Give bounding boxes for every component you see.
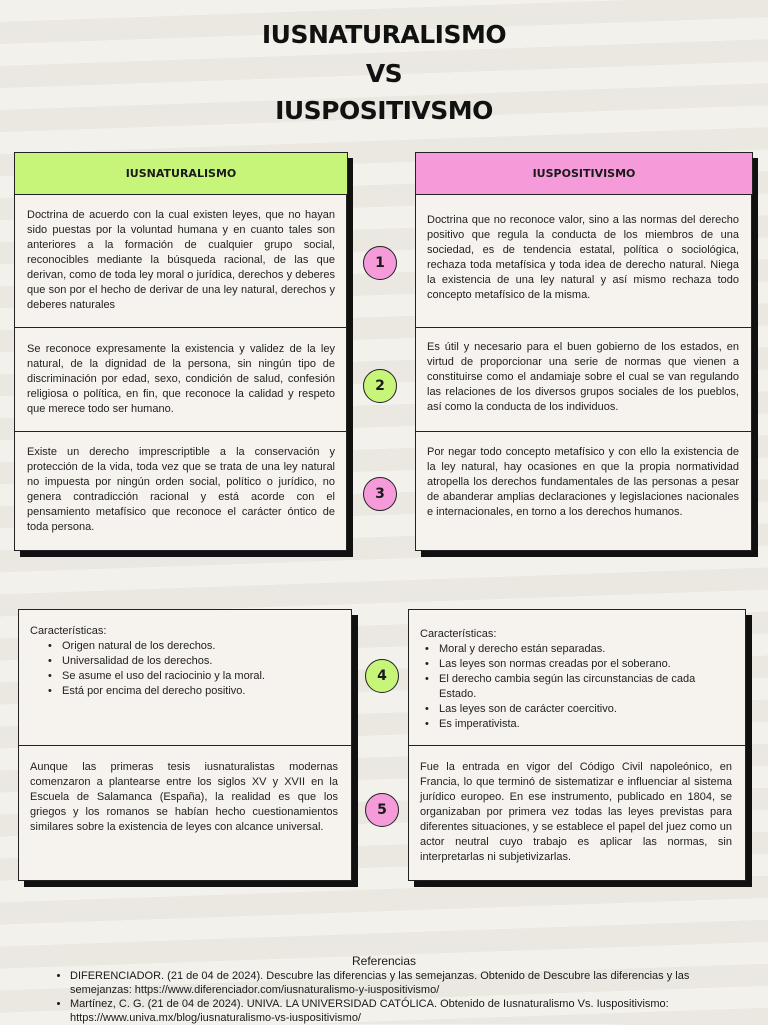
list-item: • Es imperativista.	[439, 717, 732, 732]
left-cell-5: Aunque las primeras tesis iusnaturalistas modernas comenzaron a plantearse entre los siglos XV y XVII en la Escuela de Salamanca (España), la realidad es que los griegos y los romanos se habían hecho cuestionamientos similares sobre la existencia de leyes con alcance universal.	[30, 761, 338, 833]
divider	[14, 327, 347, 328]
number-badge-1: 1	[363, 246, 397, 280]
list-item: • Se asume el uso del raciocinio y la moral.	[62, 669, 340, 684]
list-item: • Las leyes son normas creadas por el soberano.	[439, 657, 732, 672]
right-characteristics-label: Características:	[420, 628, 497, 640]
right-header: IUSPOSITIVISMO	[415, 152, 753, 195]
divider	[14, 431, 347, 432]
right-cell-5: Fue la entrada en vigor del Código Civil napoleónico, en Francia, lo que terminó de sistematizar e influenciar al sistema jurídico europeo. En ese instrumento, publicado en 1804, se organizaban por primera vez todas las leyes previstas para diferentes situaciones, y se establece el papel del juez como un actor neutral cuyo trabajo es aplicar las normas, sin interpretarlas ni subjetivizarlas.	[420, 761, 732, 863]
left-header: IUSNATURALISMO	[14, 152, 348, 195]
left-characteristics-label: Características:	[30, 625, 107, 637]
list-item: • Las leyes son de carácter coercitivo.	[439, 702, 732, 717]
divider	[18, 745, 351, 746]
list-item: • Moral y derecho están separadas.	[439, 642, 732, 657]
divider	[408, 745, 745, 746]
list-item: • Universalidad de los derechos.	[62, 654, 340, 669]
number-badge-2: 2	[363, 369, 397, 403]
references-heading: Referencias	[351, 954, 417, 968]
divider	[415, 327, 752, 328]
number-badge-5: 5	[365, 793, 399, 827]
number-badge-4: 4	[365, 659, 399, 693]
left-cell-3: Existe un derecho imprescriptible a la conservación y protección de la vida, toda vez que se trata de una ley natural no impuesta por ningún orden social, político o jurídico, no genera contradicción racional y está acorde con el pensamiento metafísico que reconoce el carácter óntico de toda persona.	[27, 446, 335, 533]
list-item: • El derecho cambia según las circunstancias de cada Estado.	[439, 672, 732, 702]
right-characteristics	[420, 627, 732, 732]
reference-item-2: • Martínez, C. G. (21 de 04 de 2024). UNIVA. LA UNIVERSIDAD CATÓLICA. Obtenido de Iusnaturalismo Vs. Iuspositivismo: https://www.univa.mx/blog/iusnaturalismo-vs-iuspositivismo/	[70, 997, 690, 1025]
right-cell-2: Es útil y necesario para el buen gobierno de los estados, en virtud de proporcionar una serie de normas que vienen a constituirse como el andamiaje sobre el cual se van regulando las relaciones de los diversos grupos sociales de los pueblos, así como la conducta de los individuos.	[427, 341, 739, 413]
right-cell-3: Por negar todo concepto metafísico y con ello la existencia de la ley natural, hay ocasiones en que la propia normatividad atropella los derechos fundamentales de las personas a pesar de abanderar amplias declaraciones y legislaciones nacionales e internacionales, en torno a los derechos humanos.	[427, 446, 739, 518]
number-badge-3: 3	[363, 477, 397, 511]
title-line-3: IUSPOSITIVSMO	[275, 96, 493, 125]
list-item: • Está por encima del derecho positivo.	[62, 684, 340, 699]
title-line-1: IUSNATURALISMO	[261, 20, 507, 49]
reference-item-1: • DIFERENCIADOR. (21 de 04 de 2024). Descubre las diferencias y las semejanzas. Obtenido de Descubre las diferencias y las semejanzas: https://www.diferenciador.com/iusnaturalismo-y-iuspositivismo/	[70, 969, 690, 997]
left-cell-1: Doctrina de acuerdo con la cual existen leyes, que no hayan sido puestas por la voluntad humana y en cuanto tales son anteriores a la formación de cualquier grupo social, reconocibles mediante la búsqueda racional, de las que derivan, como de toda ley moral o jurídica, derechos y deberes que son por el hecho de derivar de una ley natural, derechos y deberes naturales	[27, 209, 335, 311]
divider	[415, 431, 752, 432]
left-characteristics	[30, 624, 340, 699]
left-cell-2: Se reconoce expresamente la existencia y validez de la ley natural, de la dignidad de la persona, sin ningún tipo de discriminación por edad, sexo, condición de salud, confesión religiosa o política, en fin, que reconoce la calidad y respeto que merece todo ser humano.	[27, 343, 335, 415]
list-item: • Origen natural de los derechos.	[62, 639, 340, 654]
right-cell-1: Doctrina que no reconoce valor, sino a las normas del derecho positivo que regula la conducta de los miembros de una sociedad, es de tendencia estatal, política o sociológica, rechaza toda metafísica y toda idea de derecho natural. Niega la existencia de una ley natural y así mismo rechaza todo concepto metafísico de la misma.	[427, 214, 739, 301]
title-line-2: VS	[365, 59, 403, 88]
references	[0, 954, 768, 1025]
